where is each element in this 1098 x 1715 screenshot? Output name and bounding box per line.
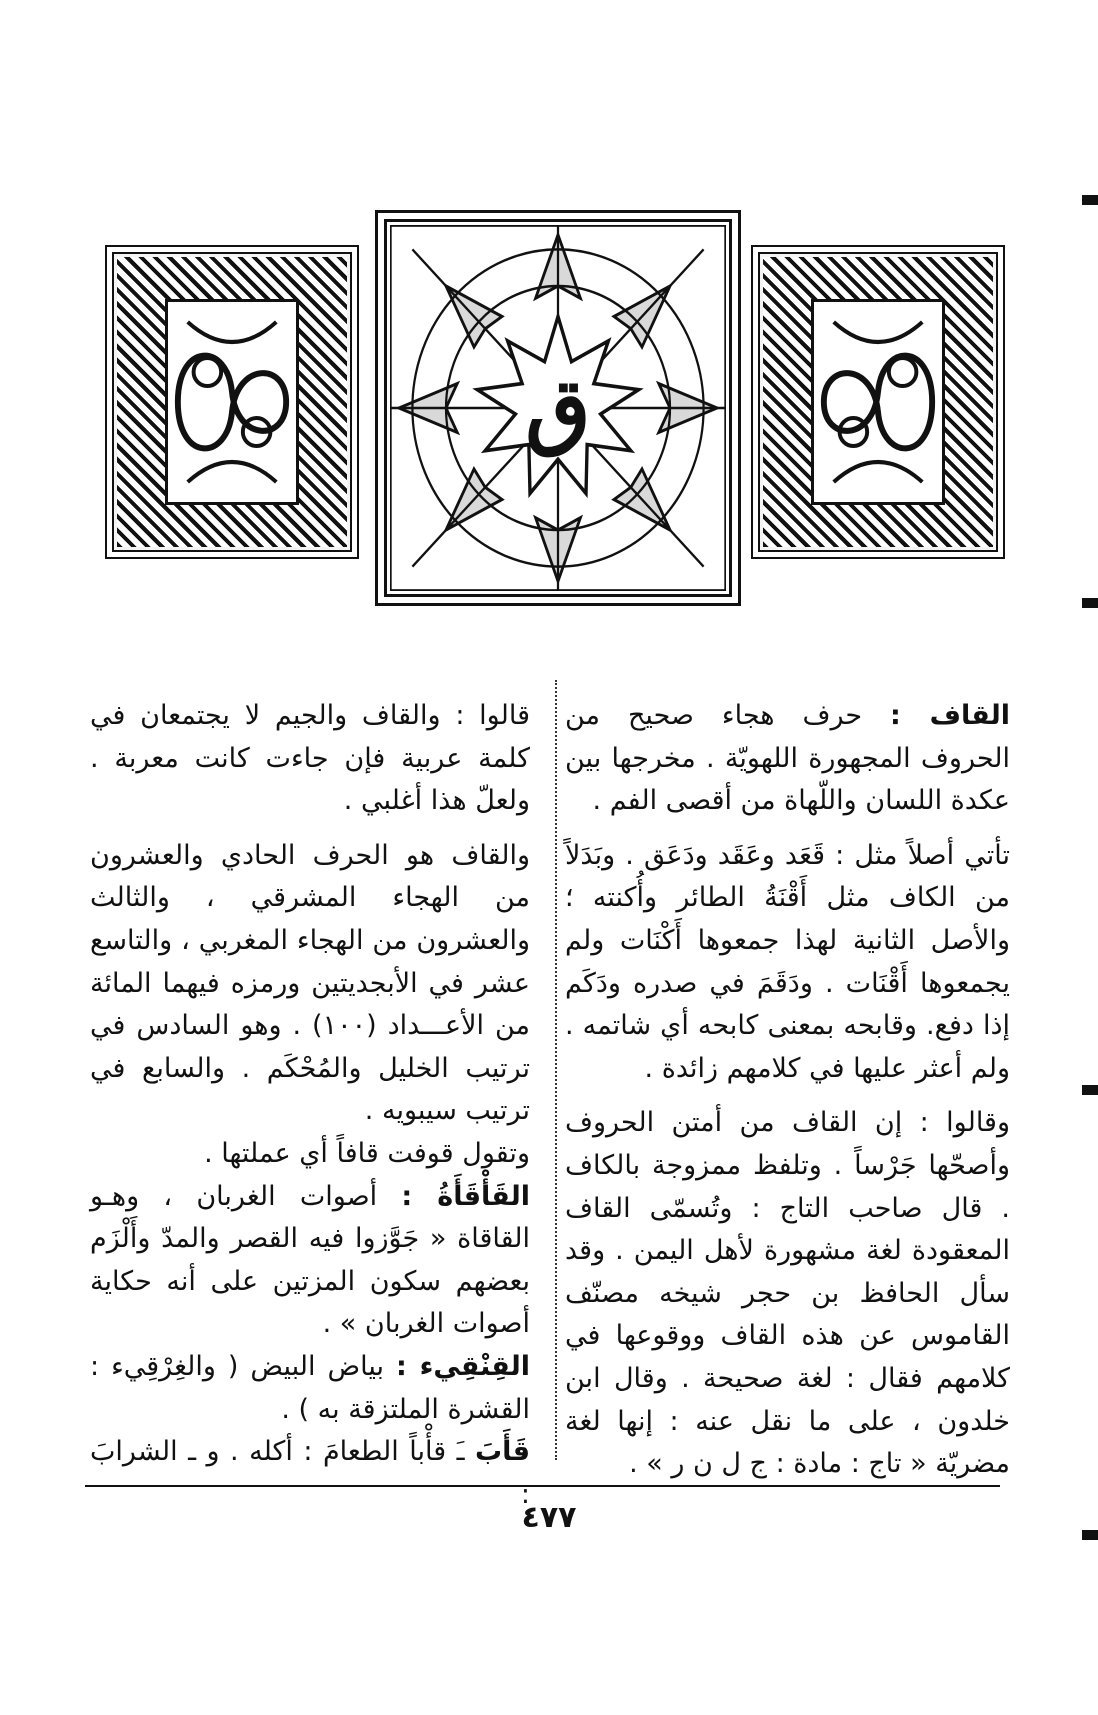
text-column-left [90, 695, 530, 1516]
paragraph [565, 1102, 1010, 1485]
entry-text: حرف هجاء صحيح من الحروف المجهورة اللهويّة . مخرجها بين عكدة اللسان واللّهاة من أقصى الفم . [565, 700, 1010, 817]
header-ornament [105, 210, 1005, 610]
arabesque-field [165, 299, 299, 505]
entry-text: تأتي أصلاً مثل : قَعَد وعَقَد ودَعَق . وبَدَلاً من الكاف مثل أَقْنَةُ الطائر وأُكنته ؛ والأصل الثانية لهذا جمعوها أَكْنَات ولم يجمعوها أَقْنَات . ودَقَمَ في صدره ودَكَم إذا دفع. وقابحه بمعنى كابحه أي شاتمه . ولم أعثر عليها في كلامهم زائدة . [565, 839, 1010, 1084]
ornament-center-medallion [375, 210, 741, 606]
headword: القَأْقَأَةُ : [401, 1180, 530, 1212]
scan-edge-mark [1082, 598, 1098, 608]
entry-text: بياض البيض ( والغِرْقِيء : القشرة الملتزقة به ) . [90, 1350, 530, 1425]
paragraph [90, 695, 530, 823]
arabesque-scroll-icon [814, 302, 942, 502]
footer-rule [85, 1485, 1000, 1487]
paragraph [90, 1133, 530, 1176]
entry-text: قالوا : والقاف والجيم لا يجتمعان في كلمة عربية فإن جاءت كانت معربة . ولعلّ هذا أغلبي . [90, 700, 530, 817]
paragraph [565, 835, 1010, 1091]
page-number: ٤٧٧ [521, 1500, 577, 1535]
scan-edge-mark [1082, 1530, 1098, 1540]
ornament-right-panel [751, 245, 1005, 559]
chapter-letter: ق [525, 358, 591, 458]
arabesque-scroll-icon [168, 302, 296, 502]
entry-text: ـَ قأْباً الطعامَ : أكله . و ـ الشرابَ : [90, 1436, 530, 1510]
entry-text: وقالوا : إن القاف من أمتن الحروف وأصحّها جَرْساً . وتلفظ ممزوجة بالكاف . قال صاحب التاج : وتُسمّى القاف المعقودة لغة مشهورة لأهل اليمن . وقد سأل الحافظ بن حجر شيخه مصنّف القاموس عن هذه القاف ووقوعها في كلامهم فقال : لغة صحيحة . وقال ابن خلدون ، على ما نقل عنه : إنها لغة مضريّة « تاج : مادة : ج ل ن ر » . [565, 1107, 1010, 1480]
column-divider [555, 680, 557, 1460]
scan-edge-mark [1082, 195, 1098, 205]
entry-text: والقاف هو الحرف الحادي والعشرون من الهجاء المشرقي ، والثالث والعشرون من الهجاء المغربي ، والتاسع عشر في الأبجديتين ورمزه فيهما المائة من الأعـــداد (١٠٠) . وهو السادس في ترتيب الخليل والمُحْكَم . والسابع في ترتيب سيبويه . [90, 839, 531, 1127]
ornament-left-panel [105, 245, 359, 559]
entry-text: وتقول قوفت قافاً أي عملتها . [204, 1137, 530, 1169]
paragraph [90, 1176, 530, 1346]
headword: القاف : [890, 700, 1010, 731]
scan-edge-mark [1082, 1085, 1098, 1095]
paragraph [90, 835, 530, 1133]
paragraph [90, 1346, 530, 1431]
paragraph [565, 695, 1010, 823]
entry-text: أصوات الغربان ، وهـو القاقاة « جَوَّزوا فيه القصر والمدّ وأَلْزَم بعضهم سكون المزتين على أنه حكاية أصوات الغربان » . [90, 1180, 530, 1340]
headword: قَأَبَ [475, 1436, 530, 1468]
text-column-right [565, 695, 1010, 1486]
arabesque-field [811, 299, 945, 505]
headword: القِنْقِيء : [395, 1350, 530, 1382]
